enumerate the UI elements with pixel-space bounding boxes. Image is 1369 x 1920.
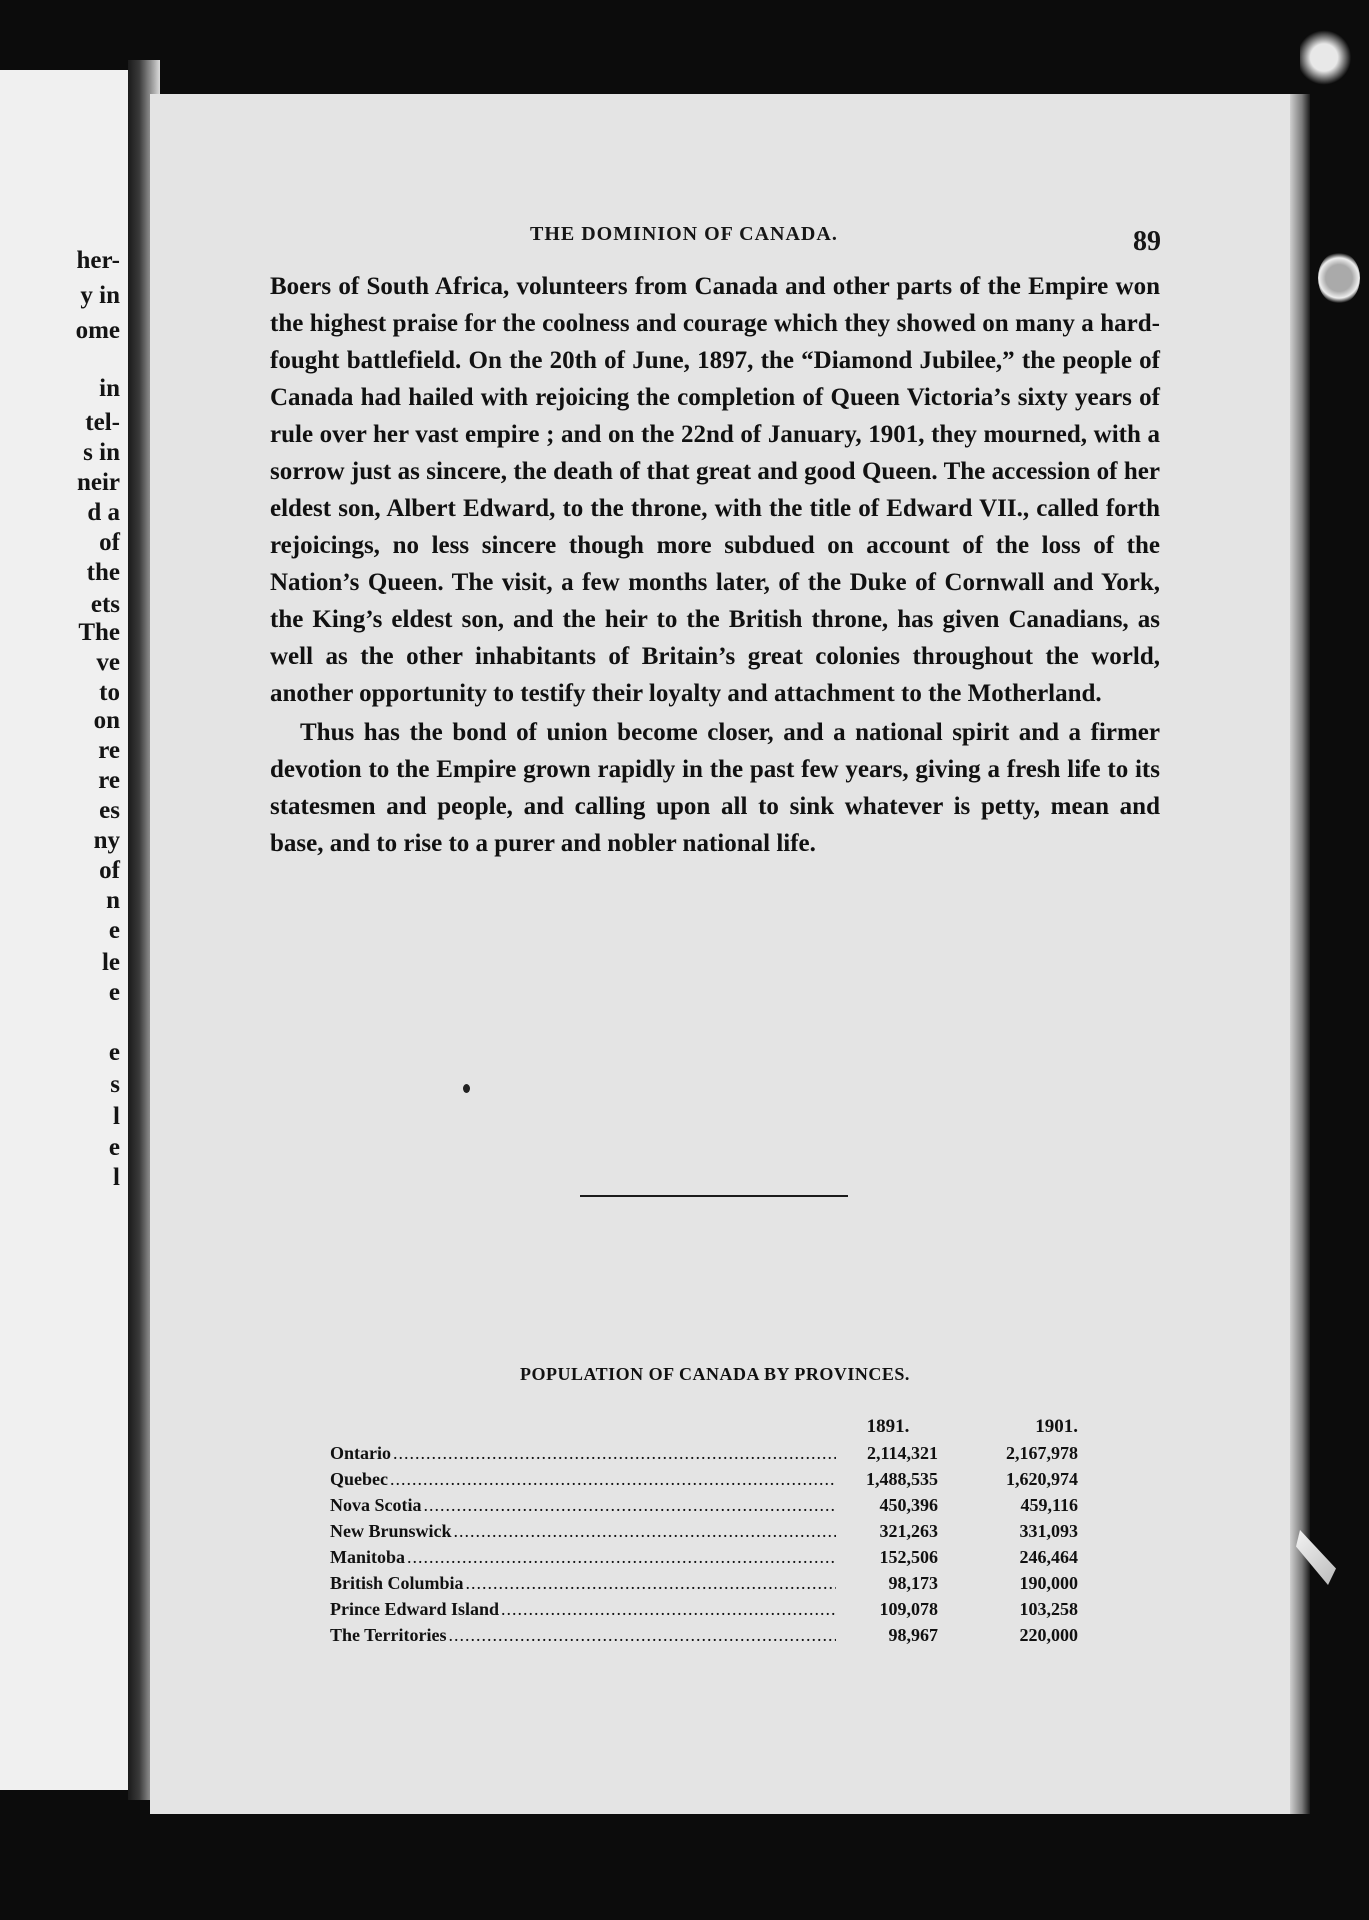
facing-page-text: The — [78, 619, 120, 646]
province-name: Ontario — [330, 1443, 391, 1463]
table-row — [330, 1440, 1090, 1466]
population-table — [330, 1414, 1090, 1648]
table-row — [330, 1596, 1090, 1622]
body-text — [270, 268, 1160, 862]
facing-page-text: d a — [87, 499, 120, 526]
facing-page-text: es — [99, 797, 120, 824]
table-row — [330, 1544, 1090, 1570]
facing-page-text: e — [108, 1134, 120, 1161]
facing-page-text: on — [93, 707, 120, 734]
population-1891: 152,506 — [879, 1547, 938, 1567]
table-header — [330, 1414, 1090, 1440]
population-1891: 98,967 — [888, 1625, 938, 1645]
population-1901: 190,000 — [1019, 1573, 1078, 1593]
dot-leader — [390, 1466, 836, 1492]
facing-page — [0, 70, 128, 1790]
population-1901: 103,258 — [1019, 1599, 1078, 1619]
scan-artifact — [1300, 30, 1360, 85]
facing-page-text: y in — [80, 282, 120, 309]
population-1901: 220,000 — [1019, 1625, 1078, 1645]
province-name: British Columbia — [330, 1573, 464, 1593]
facing-page-text: e — [108, 1039, 120, 1066]
facing-page-text: re — [98, 767, 120, 794]
facing-page-text: ny — [93, 827, 120, 854]
facing-page-text: in — [99, 375, 120, 402]
dot-leader — [448, 1622, 836, 1648]
facing-page-text: e — [108, 917, 120, 944]
population-1891: 2,114,321 — [866, 1443, 938, 1463]
running-head: THE DOMINION OF CANADA. — [530, 223, 838, 245]
province-name: The Territories — [330, 1625, 447, 1645]
paragraph: Thus has the bond of union become closer, and a national spirit and a firmer devotion to the Empire grown rapidly in the past few years, giving a fresh life to its statesmen and people, and calling upon all to sink whatever is petty, mean and base, and to rise to a purer and nobler national life. — [270, 719, 1160, 857]
population-1901: 1,620,974 — [1006, 1469, 1078, 1489]
facing-page-text: her- — [76, 247, 120, 274]
facing-page-text: s — [110, 1071, 120, 1098]
population-1891: 450,396 — [879, 1495, 938, 1515]
population-1891: 321,263 — [879, 1521, 938, 1541]
dot-leader — [466, 1570, 836, 1596]
column-header-1891: 1891. — [866, 1416, 910, 1437]
population-1901: 246,464 — [1019, 1547, 1078, 1567]
province-name: Nova Scotia — [330, 1495, 422, 1515]
facing-page-text: s in — [83, 439, 120, 466]
table-title: POPULATION OF CANADA BY PROVINCES. — [520, 1364, 910, 1384]
facing-page-text: ve — [96, 649, 120, 676]
province-name: Quebec — [330, 1469, 388, 1489]
column-header-1901: 1901. — [1035, 1416, 1078, 1437]
facing-page-text: re — [98, 737, 120, 764]
dot-leader — [501, 1596, 836, 1622]
facing-page-text: n — [106, 887, 120, 914]
population-1891: 98,173 — [888, 1573, 938, 1593]
population-1891: 1,488,535 — [866, 1469, 938, 1489]
facing-page-text: l — [113, 1103, 120, 1130]
facing-page-text: of — [99, 529, 120, 556]
facing-page-text: tel- — [85, 409, 120, 436]
dot-leader — [393, 1440, 836, 1466]
facing-page-text: e — [108, 979, 120, 1006]
table-body — [330, 1440, 1090, 1648]
dot-leader — [454, 1518, 836, 1544]
facing-page-text: of — [99, 857, 120, 884]
section-divider — [580, 1195, 848, 1197]
population-1901: 459,116 — [1020, 1495, 1078, 1515]
facing-page-text: neir — [76, 469, 120, 496]
table-row — [330, 1518, 1090, 1544]
facing-page-text: the — [86, 559, 120, 586]
table-row — [330, 1492, 1090, 1518]
paragraph: Boers of South Africa, volunteers from Canada and other parts of the Empire won the highest praise for the coolness and courage which they showed on many a hard-fought battlefield. On the 20th of June, 1897, the “Diamond Jubilee,” the people of Canada had hailed with rejoicing the completion of Queen Victoria’s sixty years of rule over her vast empire ; and on the 22nd of January, 1901, they mourned, with a sorrow just as sincere, the death of that great and good Queen. The accession of her eldest son, Albert Edward, to the throne, with the title of Edward VII., called forth rejoicings, no less sincere though more subdued on account of the loss of the Nation’s Queen. The visit, a few months later, of the Duke of Cornwall and York, the King’s eldest son, and the heir to the British throne, has given Canadians, as well as the other inhabitants of Britain’s great colonies throughout the world, another opportunity to testify their loyalty and attachment to the Motherland. — [270, 273, 1160, 707]
population-1901: 2,167,978 — [1006, 1443, 1078, 1463]
province-name: New Brunswick — [330, 1521, 452, 1541]
page-number: 89 — [1133, 226, 1161, 257]
province-name: Prince Edward Island — [330, 1599, 500, 1619]
table-row — [330, 1466, 1090, 1492]
table-row — [330, 1622, 1090, 1648]
facing-page-text: l — [113, 1164, 120, 1191]
facing-page-text: le — [101, 949, 120, 976]
dot-leader — [407, 1544, 836, 1570]
facing-page-text: ets — [90, 591, 120, 618]
population-1901: 331,093 — [1019, 1521, 1078, 1541]
table-row — [330, 1570, 1090, 1596]
facing-page-text: to — [99, 679, 120, 706]
dot-leader — [424, 1492, 837, 1518]
scan-artifact — [1318, 252, 1360, 304]
province-name: Manitoba — [330, 1547, 406, 1567]
population-1891: 109,078 — [879, 1599, 938, 1619]
facing-page-text: ome — [75, 317, 120, 344]
ink-dot — [463, 1084, 470, 1093]
